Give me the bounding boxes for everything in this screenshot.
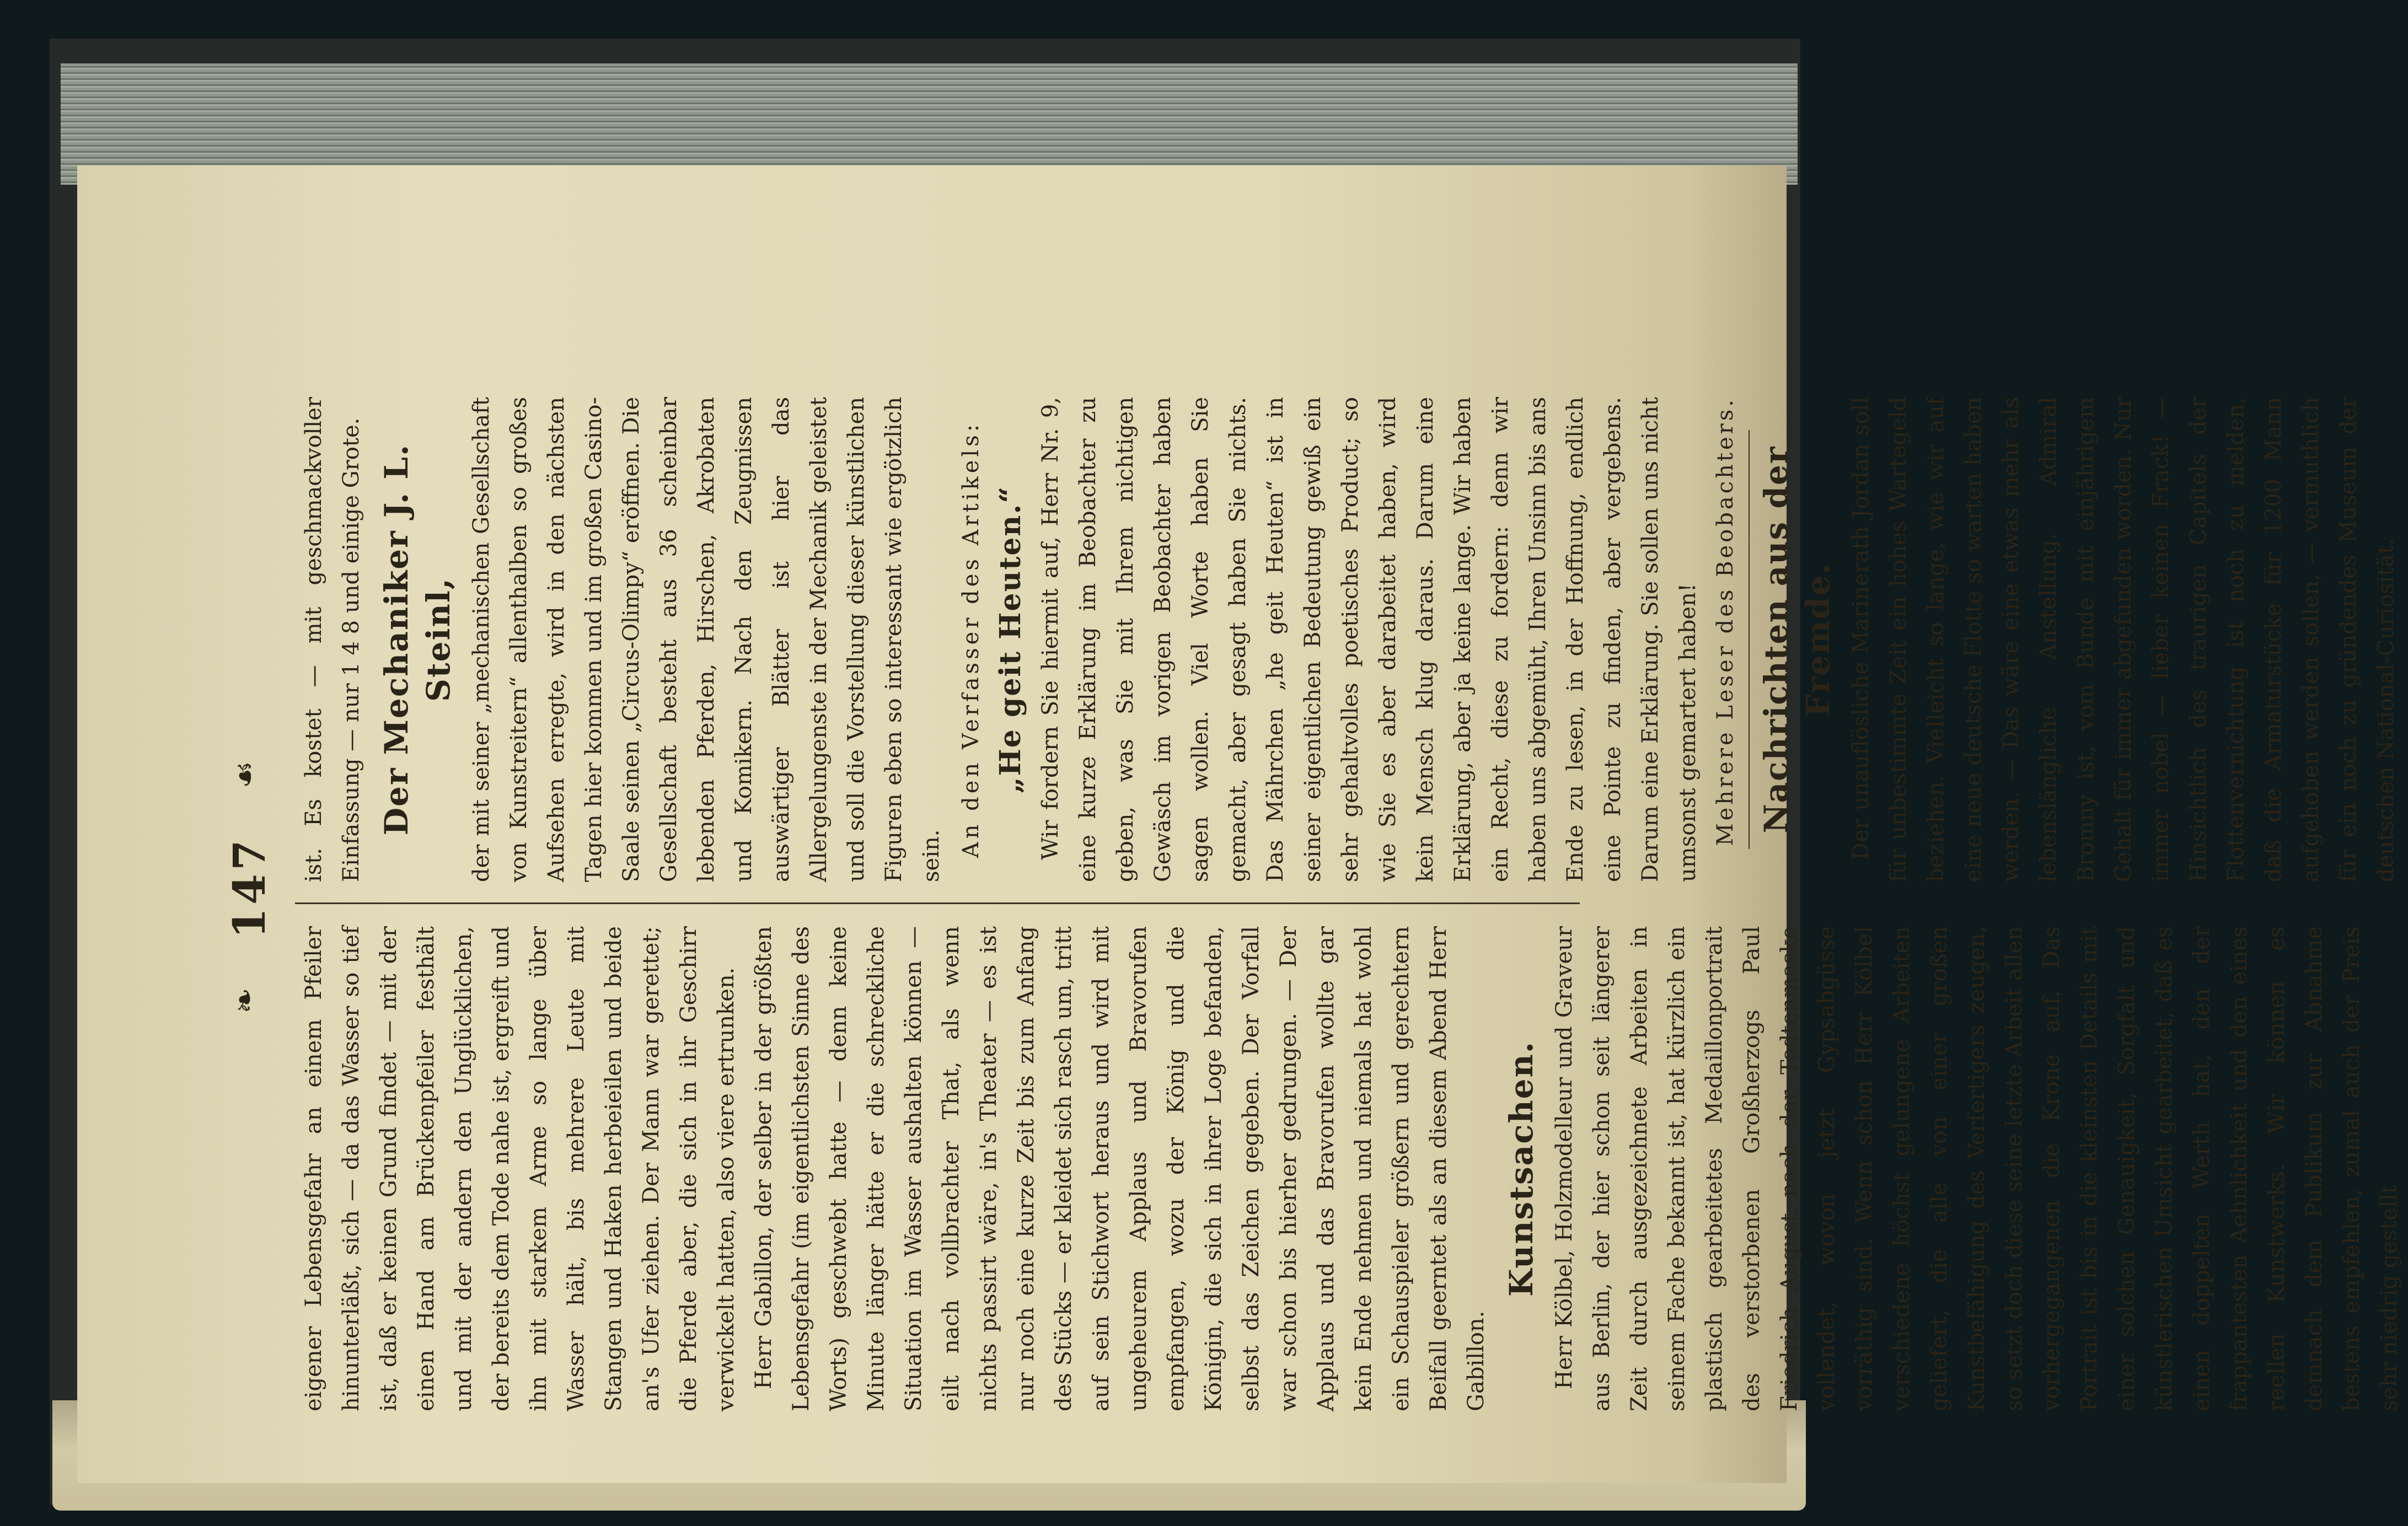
printed-page-content — [218, 364, 2402, 1411]
section-heading-kunstsachen: Kunstsachen. — [1503, 1041, 1540, 1297]
article-paragraph: der mit seiner „mechanischen Gesellschaft von Kunstreitern“ allenthalben so großes Aufsehen erregte, wird in den nächsten Tagen hier kommen und im großen Casino-Saale seinen „Circus-Olimpy“ eröffnen. Die Gesellschaft besteht aus 36 scheinbar lebenden Pferden, Hirschen, Akrobaten und Komikern. Nach den Zeugnissen auswärtiger Blätter ist hier das Allergelungenste in der Mechanik geleistet und soll die Vorstellung dieser künstlichen Figuren eben so interessant wie ergötzlich sein. — [469, 397, 944, 882]
article-paragraph: Herr Kölbel, Holzmodelleur und Graveur aus Berlin, der hier schon seit längerer Zeit durch ausgezeichnete Arbeiten in seinem Fache bekannt ist, hat kürzlich ein plastisch gearbeitetes Medaillonportrait des verstorbenen Großherzogs Paul Friedrich August nach der Todtenmaske vollendet, wovon jetzt Gypsabgüsse vorräthig sind. Wenn schon Herr Kölbel verschiedene höchst gelungene Arbeiten geliefert, die alle von einer großen Kunstbefähigung des Verfertigers zeugen, so setzt doch diese seine letzte Arbeit allen vorhergegangenen die Krone auf. Das Portrait ist bis in die kleinsten Details mit einer solchen Genauigkeit, Sorgfalt und künstlerischen Umsicht gearbeitet, daß es einen doppelten Werth hat, den der frappantesten Aehnlichkeit und den eines reellen Kunstwerks. Wir können es demnach dem Publikum zur Abnahme bestens empfehlen, zumal auch der Preis sehr niedrig gestellt — [1552, 926, 2402, 1411]
article-paragraph: ist. Es kostet — mit geschmackvoller Einfassung — nur 1 4 8 und einige Grote. — [301, 397, 364, 882]
left-column — [295, 926, 2402, 1411]
section-heading-verfasser: An den Verfasser des Artikels: — [958, 421, 984, 858]
article-paragraph: Der unauflösliche Marinerath Jordan soll für unbestimmte Zeit ein hohes Wartegeld beziehen. Vielleicht so lange, wie wir auf eine neue deutsche Flotte so warten haben werden. — Das wäre eine etwas mehr als lebenslängliche Anstellung. Admiral Bromny ist, vom Bunde mit einjährigem Gehalt für immer abgefunden worden. Nur immer nobel — lieber keinen Frack! — Hinsichtlich des traurigen Capitels der Flottenvernichtung ist noch zu melden, daß die Armaturstücke für 1200 Mann aufgehoben werden sollen, — vermuthlich für ein noch zu gründendes Museum der deutschen National-Curiosität. — [1848, 397, 2399, 882]
page-header — [218, 364, 273, 1411]
section-heading-heut: „He geit Heuten.“ — [994, 485, 1027, 794]
article-paragraph: Herr Gabillon, der selber in der größten Lebensgefahr (im eigentlichsten Sinne des Worts) geschwebt hatte — denn keine Minute länger hätte er die schreckliche Situation im Wasser aushalten können — eilt nach vollbrachter That, als wenn nichts passirt wäre, in's Theater — es ist nur noch eine kurze Zeit bis zum Anfang des Stücks — er kleidet sich rasch um, tritt auf sein Stichwort heraus und wird mit ungeheurem Applaus und Bravorufen empfangen, wozu der König und die Königin, die sich in ihrer Loge befanden, selbst das Zeichen gegeben. Der Vorfall war schon bis hierher gedrungen. — Der Applaus und das Bravorufen wollte gar kein Ende nehmen und niemals hat wohl ein Schauspieler größern und gerechtern Beifall geerntet als an diesem Abend Herr Gabillon. — [751, 926, 1489, 1411]
column-divider — [295, 902, 1580, 904]
section-heading-nachrichten: Nachrichten aus der Fremde. — [1757, 445, 1837, 834]
section-heading-mechaniker: Der Mechaniker J. L. Steinl, — [378, 443, 457, 836]
section-rule — [1749, 430, 1750, 849]
ornament-left-icon: ❧ — [227, 987, 263, 1014]
page-number: 147 — [223, 836, 275, 939]
signature-line: Mehrere Leser des Beobachters. — [1713, 397, 1738, 846]
article-paragraph: Wir fordern Sie hiermit auf, Herr Nr. 9, eine kurze Erklärung im Beobachter zu geben, was Sie mit Ihrem nichtigen Gewäsch im vorigen Beobachter haben sagen wollen. Viel Worte haben Sie gemacht, aber gesagt haben Sie nichts. Das Mährchen „he geit Heuten“ ist in seiner eigentlichen Bedeutung gewiß ein sehr gehaltvolles poetisches Product; so wie Sie es aber darabeitet haben, wird kein Mensch klug daraus. Darum eine Erklärung, aber ja keine lange. Wir haben ein Recht, diese zu fordern: denn wir haben uns abgemüht, Ihren Unsinn bis ans Ende zu lesen, in der Hoffnung, endlich eine Pointe zu finden, aber vergebens. Darum eine Erklärung. Sie sollen uns nicht umsonst gemartert haben! — [1038, 397, 1701, 882]
ornament-right-icon: ☙ — [227, 760, 263, 789]
article-paragraph: eigener Lebensgefahr an einem Pfeiler hinunterläßt, sich — da das Wasser so tief ist, daß er keinen Grund findet — mit der einen Hand am Brückenpfeiler festhält und mit der andern den Unglücklichen, der bereits dem Tode nahe ist, ergreift und ihn mit starkem Arme so lange über Wasser hält, bis mehrere Leute mit Stangen und Haken herbeieilen und beide an's Ufer ziehen. Der Mann war gerettet; die Pferde aber, die sich in ihr Geschirr verwickelt hatten, also viere ertrunken. — [301, 926, 739, 1411]
right-column — [295, 397, 2399, 882]
